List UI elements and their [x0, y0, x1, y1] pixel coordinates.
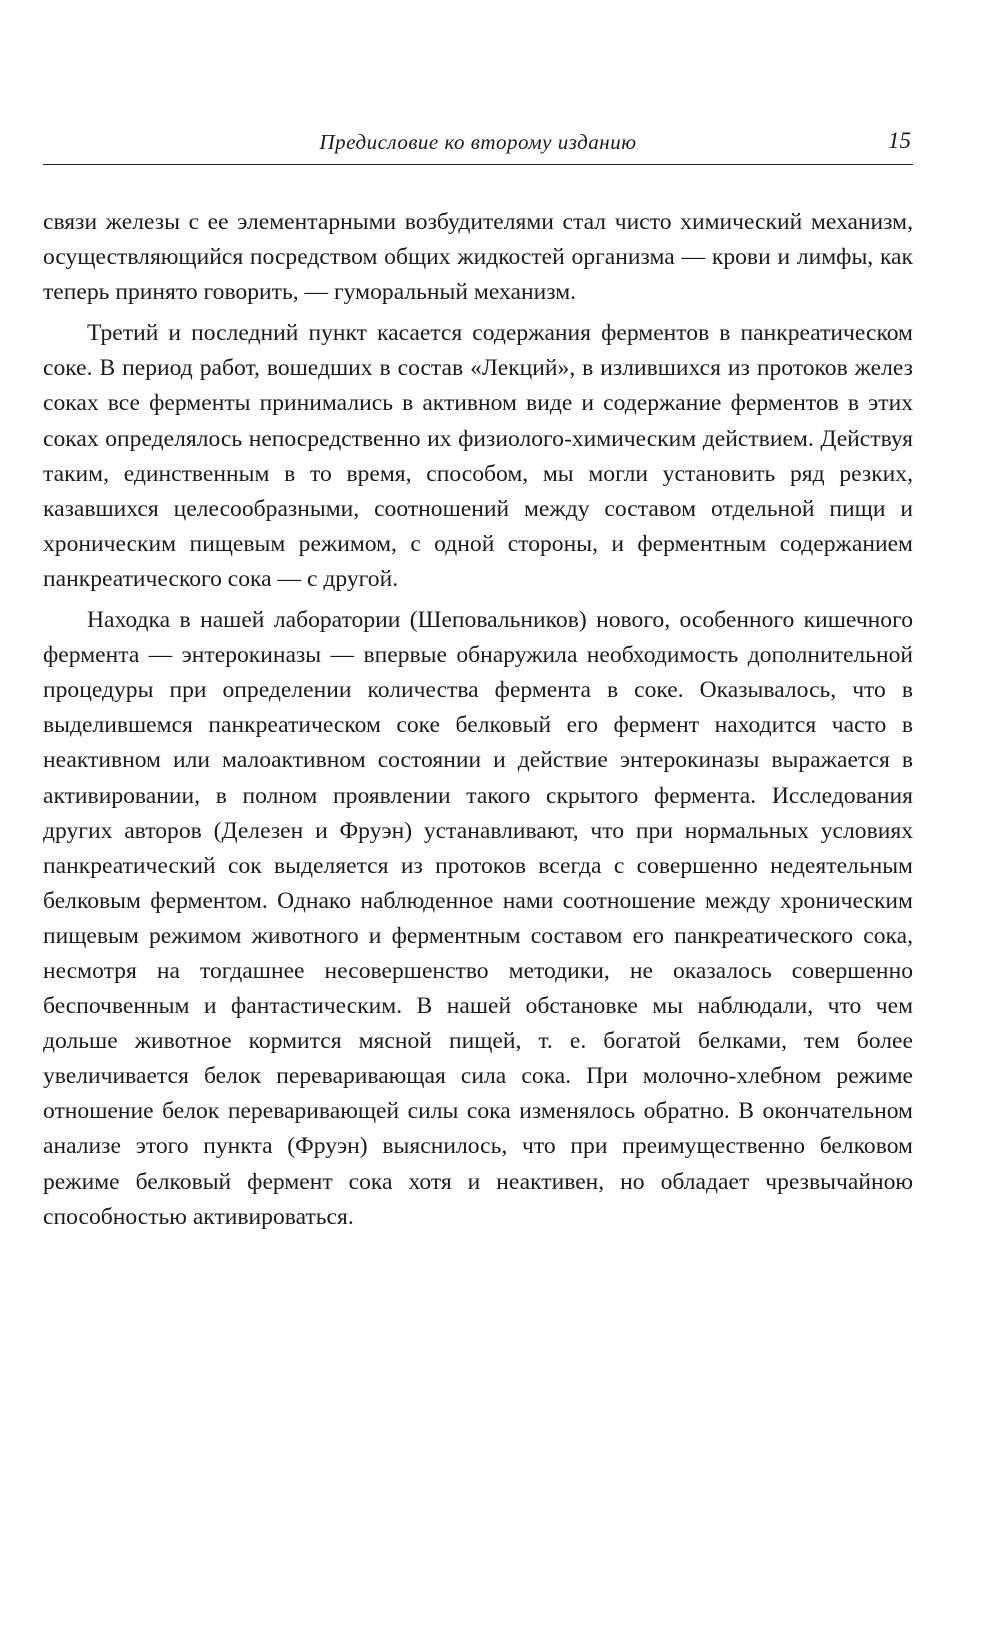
running-title: Предисловие ко второму изданию: [319, 130, 637, 154]
body-text: [43, 205, 913, 1235]
page-header: [43, 128, 913, 165]
paragraph-continuation: связи железы с ее элементарными возбудителями стал чисто химический механизм, осуществляющийся посредством общих жидкостей организма — крови и лимфы, как теперь принято говорить, — гуморальный механизм.: [43, 209, 913, 306]
paragraph-third-point: Третий и последний пункт касается содержания ферментов в панкреатическом соке. В период работ, вошедших в состав «Лекций», в излившихся из протоков желез соках все ферменты принимались в активном виде и содержание ферментов в этих соках определялось непосредственно их физиолого-химическим действием. Действуя таким, единственным в то время, способом, мы могли установить ряд резких, казавшихся целесообразными, соотношений между составом отдельной пищи и хроническим пищевым режимом, с одной стороны, и ферментным содержанием панкреатического сока — с другой.: [43, 320, 913, 592]
page-number: 15: [888, 128, 911, 153]
paragraph-enterokinase: Находка в нашей лаборатории (Шеповальников) нового, особенного кишечного фермента — энтерокиназы — впервые обнаружила необходимость дополнительной процедуры при определении количества фермента в соке. Оказывалось, что в выделившемся панкреатическом соке белковый его фермент находится часто в неактивном или малоактивном состоянии и действие энтерокиназы выражается в активировании, в полном проявлении такого скрытого фермента. Исследования других авторов (Делезен и Фруэн) устанавливают, что при нормальных условиях панкреатический сок выделяется из протоков всегда с совершенно недеятельным белковым ферментом. Однако наблюденное нами соотношение между хроническим пищевым режимом животного и ферментным составом его панкреатического сока, несмотря на тогдашнее несовершенство методики, не оказалось совершенно беспочвенным и фантастическим. В нашей обстановке мы наблюдали, что чем дольше животное кормится мясной пищей, т. е. богатой белками, тем более увеличивается белок переваривающая сила сока. При молочно-хлебном режиме отношение белок переваривающей силы сока изменялось обратно. В окончательном анализе этого пункта (Фруэн) выяснилось, что при преимущественно белковом режиме белковый фермент сока хотя и неактивен, но обладает чрезвычайною способностью активироваться.: [43, 607, 913, 1230]
